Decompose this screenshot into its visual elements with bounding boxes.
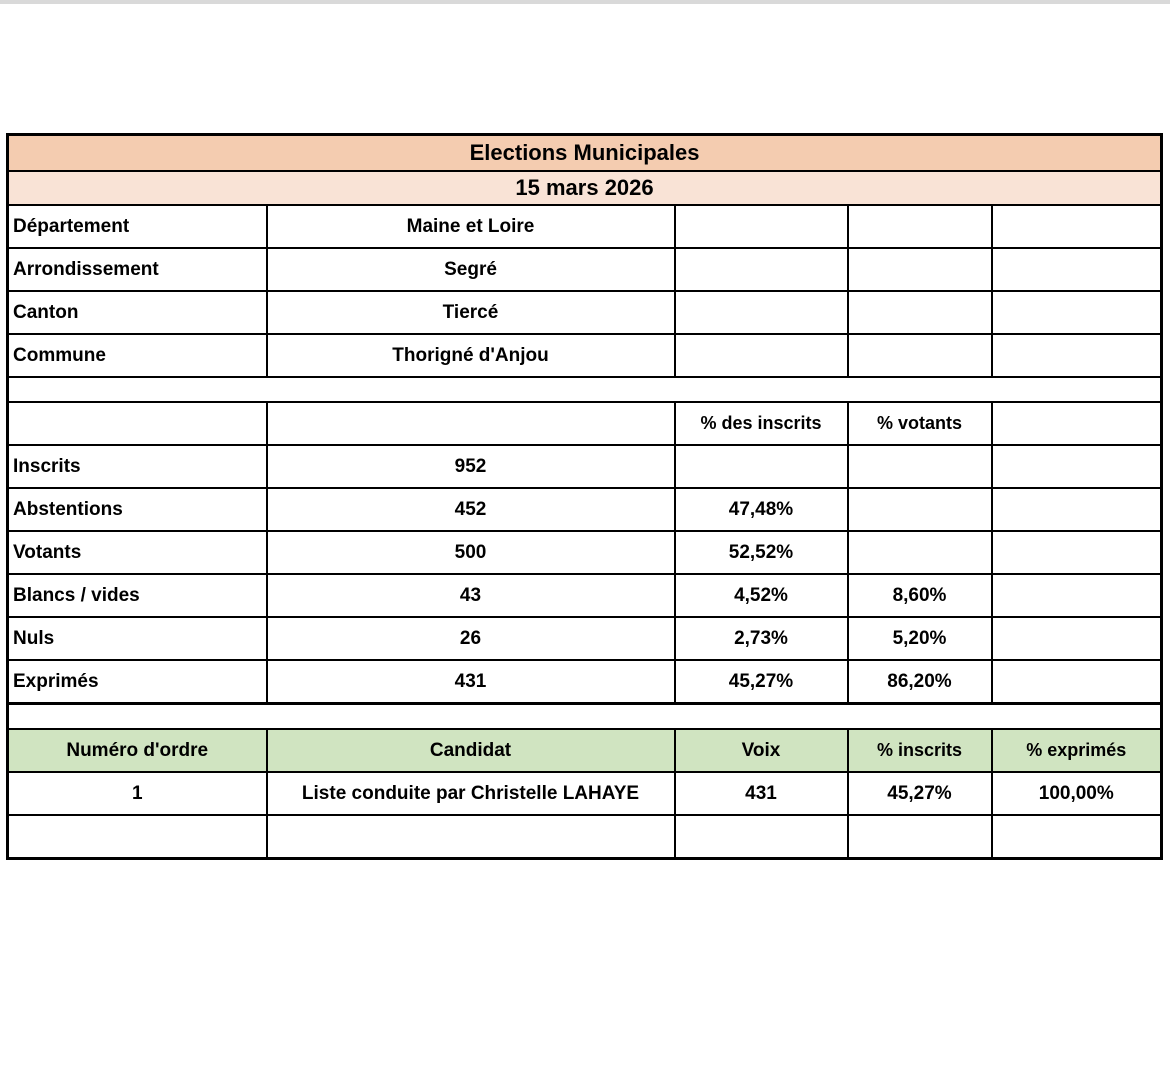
empty-cell [992,574,1162,617]
spacer-row [8,377,1162,402]
stat-label: Inscrits [8,445,267,488]
election-date: 15 mars 2026 [8,171,1162,205]
candidates-header-row [8,729,1162,772]
page-title: Elections Municipales [8,135,1162,172]
stat-pct-inscrits: 52,52% [675,531,848,574]
location-label: Arrondissement [8,248,267,291]
candidate-pct-inscrits: 45,27% [848,772,992,815]
empty-cell [992,248,1162,291]
stat-value: 431 [267,660,675,704]
top-divider [0,0,1170,4]
stat-value: 26 [267,617,675,660]
empty-cell [675,248,848,291]
stat-label: Nuls [8,617,267,660]
stat-value: 952 [267,445,675,488]
candidate-numero: 1 [8,772,267,815]
stats-header-pct-votants: % votants [848,402,992,445]
empty-cell [848,815,992,859]
empty-cell [8,815,267,859]
empty-cell [675,205,848,248]
location-value: Segré [267,248,675,291]
empty-cell [848,291,992,334]
location-row-departement [8,205,1162,248]
spacer-row [8,704,1162,730]
stat-pct-votants: 5,20% [848,617,992,660]
header-numero: Numéro d'ordre [8,729,267,772]
empty-cell [992,291,1162,334]
stat-pct-inscrits: 2,73% [675,617,848,660]
stats-header-row [8,402,1162,445]
stat-pct-inscrits: 45,27% [675,660,848,704]
candidate-row [8,772,1162,815]
stat-pct-inscrits [675,445,848,488]
date-row [8,171,1162,205]
stats-row-blancs [8,574,1162,617]
stat-pct-inscrits: 47,48% [675,488,848,531]
stats-row-nuls [8,617,1162,660]
empty-cell [992,334,1162,377]
stat-label: Blancs / vides [8,574,267,617]
candidate-voix: 431 [675,772,848,815]
stat-label: Abstentions [8,488,267,531]
empty-cell [675,334,848,377]
empty-cell [992,205,1162,248]
candidate-pct-exprimes: 100,00% [992,772,1162,815]
candidate-row-empty [8,815,1162,859]
empty-cell [992,402,1162,445]
stat-label: Exprimés [8,660,267,704]
candidate-name: Liste conduite par Christelle LAHAYE [267,772,675,815]
empty-cell [992,815,1162,859]
location-value: Tiercé [267,291,675,334]
stats-row-votants [8,531,1162,574]
stat-pct-votants [848,445,992,488]
stat-pct-votants [848,531,992,574]
header-pct-inscrits: % inscrits [848,729,992,772]
location-value: Maine et Loire [267,205,675,248]
stat-pct-votants [848,488,992,531]
location-row-commune [8,334,1162,377]
location-row-arrondissement [8,248,1162,291]
stat-pct-votants: 8,60% [848,574,992,617]
title-row [8,135,1162,172]
empty-cell [992,617,1162,660]
header-candidat: Candidat [267,729,675,772]
stats-row-abstentions [8,488,1162,531]
spacer-cell [8,704,1162,730]
stats-row-exprimes [8,660,1162,704]
stat-label: Votants [8,531,267,574]
stat-value: 500 [267,531,675,574]
stat-value: 43 [267,574,675,617]
stats-header-pct-inscrits: % des inscrits [675,402,848,445]
empty-cell [675,815,848,859]
location-value: Thorigné d'Anjou [267,334,675,377]
empty-cell [992,488,1162,531]
stats-row-inscrits [8,445,1162,488]
empty-cell [675,291,848,334]
header-pct-exprimes: % exprimés [992,729,1162,772]
location-label: Commune [8,334,267,377]
location-row-canton [8,291,1162,334]
empty-cell [992,445,1162,488]
empty-cell [992,531,1162,574]
empty-cell [848,248,992,291]
empty-cell [848,205,992,248]
location-label: Canton [8,291,267,334]
stat-value: 452 [267,488,675,531]
empty-cell [267,402,675,445]
empty-cell [992,660,1162,704]
empty-cell [267,815,675,859]
results-table [6,133,1163,860]
header-voix: Voix [675,729,848,772]
empty-cell [8,402,267,445]
stat-pct-votants: 86,20% [848,660,992,704]
empty-cell [848,334,992,377]
location-label: Département [8,205,267,248]
spacer-cell [8,377,1162,402]
stat-pct-inscrits: 4,52% [675,574,848,617]
